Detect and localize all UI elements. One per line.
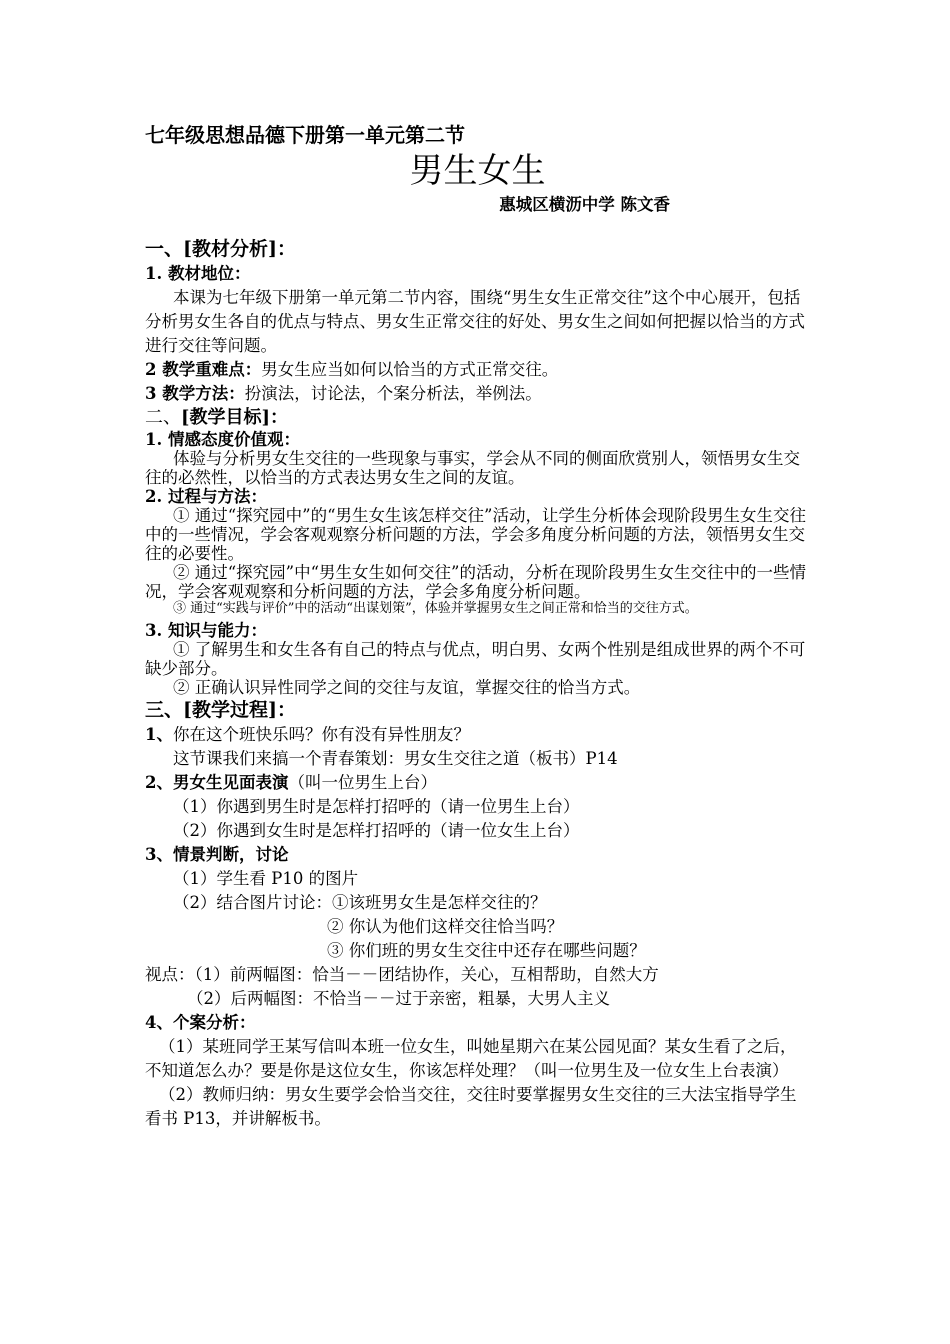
course-heading: 七年级思想品德下册第一单元第二节	[145, 123, 465, 147]
step-3: 3、情景判断，讨论	[145, 845, 289, 864]
subheading-knowledge: 3. 知识与能力：	[145, 621, 267, 640]
list-item-knowledge-2: ② 正确认识异性同学之间的交往与友谊，掌握交往的恰当方式。	[173, 678, 641, 697]
step-2-label: 2、男女生见面表演	[145, 773, 289, 792]
section-heading-goals	[145, 406, 810, 430]
keypoints-label: 2 教学重难点：	[145, 360, 262, 379]
document-page	[145, 120, 810, 1131]
step-3-b: （2）结合图片讨论：①该班男女生是怎样交往的？	[173, 893, 547, 912]
step-1-label: 1、	[145, 725, 173, 744]
paragraph-keypoints	[145, 358, 810, 382]
keypoints-text: 男女生应当如何以恰当的方式正常交往。	[261, 360, 559, 379]
viewpoint-2: （2）后两幅图：不恰当－－过于亲密，粗暴，大男人主义	[187, 989, 610, 1008]
step-4-a: （1）某班同学王某写信叫本班一位女生，叫她星期六在某公园见面？某女生看了之后，不知道怎么办？要是你是这位女生，你该怎样处理？（叫一位男生及一位女生上台表演）	[145, 1037, 797, 1080]
subheading-position: 1. 教材地位：	[145, 264, 251, 283]
step-4-b: （2）教师归纳：男女生要学会恰当交往，交往时要掌握男女生交往的三大法宝指导学生看书 P13，并讲解板书。	[145, 1085, 797, 1128]
step-1	[145, 723, 810, 747]
goals-heading-text: [教学目标]：	[181, 407, 289, 428]
section-heading-process: 三、[教学过程]：	[145, 699, 296, 721]
document-title: 男生女生	[409, 151, 546, 191]
list-item-process-3: ③ 通过“实践与评价”中的活动“出谋划策”，体验并掌握男女生之间正常和恰当的交往方式。	[173, 601, 698, 616]
step-3-d: ③ 你们班的男女生交往中还存在哪些问题？	[327, 941, 646, 960]
subheading-process: 2. 过程与方法：	[145, 487, 267, 506]
goals-heading-prefix: 二、	[145, 407, 181, 428]
step-2-b: （2）你遇到女生时是怎样打招呼的（请一位女生上台）	[173, 821, 580, 840]
subheading-values: 1. 情感态度价值观：	[145, 430, 300, 449]
step-4: 4、个案分析：	[145, 1013, 256, 1032]
list-item-process-1: ① 通过“探究园中”的“男生女生该怎样交往”活动，让学生分析体会现阶段男生女生交往中的一些情况，学会客观观察分析问题的方法，学会多角度分析问题的方法，领悟男女生交往的必要性。	[145, 506, 806, 563]
section-heading-analysis: 一、[教材分析]：	[145, 238, 296, 260]
step-1-text: 你在这个班快乐吗？你有没有异性朋友？	[172, 725, 470, 744]
step-2-a: （1）你遇到男生时是怎样打招呼的（请一位男生上台）	[173, 797, 580, 816]
paragraph-values: 体验与分析男女生交往的一些现象与事实，学会从不同的侧面欣赏别人，领悟男女生交往的必然性，以恰当的方式表达男女生之间的友谊。	[145, 449, 800, 487]
step-3-a: （1）学生看 P10 的图片	[173, 869, 359, 888]
viewpoint-1: 视点：（1）前两幅图：恰当－－团结协作，关心，互相帮助，自然大方	[145, 965, 659, 984]
step-2-text: （叫一位男生上台）	[288, 773, 437, 792]
methods-text: 扮演法，讨论法，个案分析法，举例法。	[244, 384, 542, 403]
list-item-knowledge-1: ① 了解男生和女生各有自己的特点与优点，明白男、女两个性别是组成世界的两个不可缺少部分。	[145, 640, 806, 678]
paragraph-position: 本课为七年级下册第一单元第二节内容，围绕“男生女生正常交往”这个中心展开，包括分析男女生各自的优点与特点、男女生正常交往的好处、男女生之间如何把握以恰当的方式进行交往等问题。	[145, 288, 805, 355]
step-1-sub: 这节课我们来搞一个青春策划：男女生交往之道（板书）P14	[173, 749, 618, 768]
author-line: 惠城区横沥中学 陈文香	[499, 195, 670, 214]
methods-label: 3 教学方法：	[145, 384, 245, 403]
step-3-c: ② 你认为他们这样交往恰当吗？	[327, 917, 564, 936]
paragraph-methods	[145, 382, 810, 406]
list-item-process-2: ② 通过“探究园”中“男生女生如何交往”的活动，分析在现阶段男生女生交往中的一些情况，学会客观观察和分析问题的方法，学会多角度分析问题。	[145, 563, 806, 601]
step-2	[145, 771, 810, 795]
